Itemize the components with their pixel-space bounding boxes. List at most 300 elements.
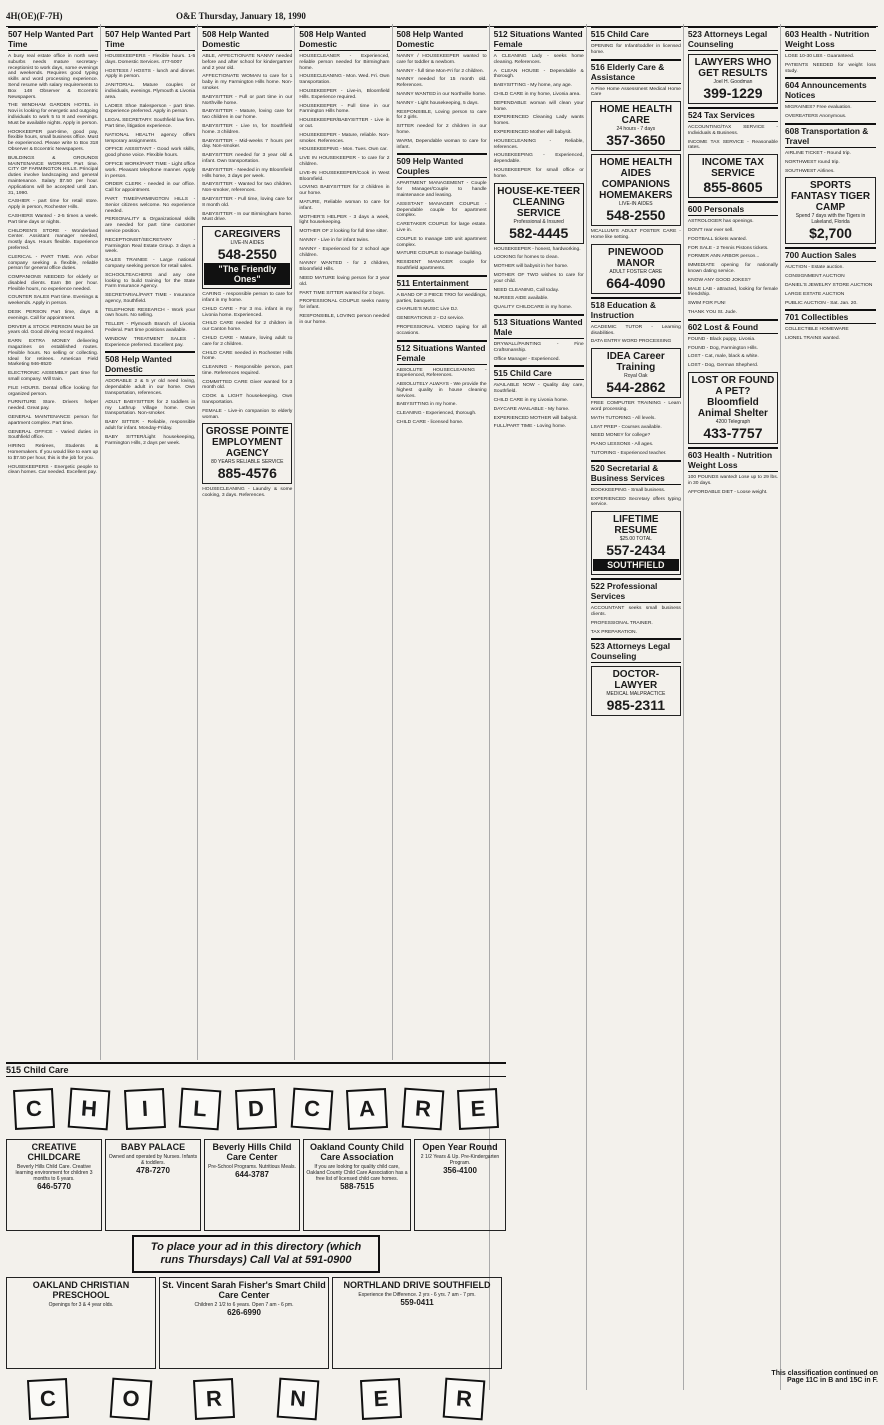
section-heading: 512 Situations Wanted Female	[397, 340, 487, 365]
classified-ad: CHILD CARE - Mature, loving adult to care for 2 children.	[202, 335, 293, 347]
childcare-ad	[6, 1139, 102, 1231]
classified-ad: NATIONAL HEALTH agency offers temporary assignments.	[105, 132, 196, 144]
display-ad-title: GROSSE POINTE EMPLOYMENT AGENCY	[205, 426, 289, 460]
classified-ad: GENERATIONS 2 - DJ service.	[396, 316, 465, 322]
classified-ad: BABYSITTER - Wanted for two children. Non-smoker, references.	[202, 182, 293, 194]
letter-block: I	[124, 1088, 166, 1130]
display-ad-subtitle: Joel H. Goodman	[713, 79, 753, 85]
childcare-ad-phone: 356-4100	[443, 1166, 477, 1175]
classified-ad: ACCOUNTING/TAX SERVICE - Individuals & Business.	[687, 125, 778, 136]
classified-ad: RESPONSIBLE, LOVING person needed in our home.	[299, 313, 390, 325]
classified-ad: LIVE-IN HOUSEKEEPER/Cook in West Bloomfield.	[299, 170, 390, 182]
directory-callout	[132, 1235, 380, 1273]
letter-block: C	[13, 1088, 55, 1130]
classified-ad: EXPERIENCED Mother will babysit.	[493, 129, 572, 135]
classified-ad: COMPANIONS NEEDED for elderly or disabled clients. Earn $6 per hour. Flexible hours, no experience needed.	[8, 275, 99, 292]
section-heading: 523 Attorneys Legal Counseling	[591, 638, 681, 663]
classified-ad: NANNY / HOUSEKEEPER wanted to care for toddler & newborn.	[396, 54, 487, 65]
display-ad-box	[785, 177, 876, 244]
classified-ad: HOUSECLEANING - Mon. Wed. Fri. Own transportation.	[299, 74, 390, 86]
classified-ad: CHILD CARE needed for 2 children in our Canton home.	[202, 321, 293, 333]
classified-ad: LSAT PREP - Courses available.	[590, 424, 662, 430]
classified-ad: CLERICAL - PART TIME. Ann Arbor company seeking a flexible, reliable person for general office duties.	[8, 254, 99, 272]
classified-ad: MATURE COUPLE to manage building.	[396, 251, 483, 257]
section-heading: 508 Help Wanted Domestic	[397, 26, 487, 51]
classified-ad: A BAND OF 3 PIECE TRIO for weddings, parties, banquets.	[396, 292, 487, 304]
classified-ad: IMMEDIATE opening for nationally known dating service.	[687, 263, 778, 274]
classified-ad: WARM, Dependable woman to care for infant.	[396, 138, 487, 150]
classified-ad: NANNY - Experienced for 2 school age children.	[299, 246, 390, 258]
classified-ad: MOTHER OF TWO wishes to care for your child.	[493, 272, 584, 284]
childcare-ad	[6, 1277, 156, 1369]
classified-ad: NANNY WANTED in our Northville home.	[396, 91, 487, 97]
classified-ad: AVAILABLE NOW - Quality day care, Southfield.	[493, 383, 584, 395]
section-heading: 523 Attorneys Legal Counseling	[688, 26, 778, 51]
classified-ad: A CLEANING Lady - seeks home cleaning. References.	[493, 54, 584, 65]
classified-ad: LIONEL TRAINS wanted.	[785, 336, 840, 342]
classified-ad: ADULT BABYSITTER for 2 toddlers in my Lathrup Village home. Own transportation. Non-smoker.	[105, 399, 196, 417]
classified-ad: BABYSITTER - Live In, for Southfield home. 3 children.	[202, 123, 293, 135]
section-heading: 508 Help Wanted Domestic	[299, 26, 389, 51]
display-ad-title: CAREGIVERS	[214, 229, 281, 241]
classified-ad: QUALITY CHILDCARE in my home.	[493, 305, 573, 311]
classified-ad: PERSONALITY & Organizational skills are needed for part time customer service position.	[105, 217, 196, 234]
classified-ad: SECRETARIAL/PART TIME - Insurance agency, Southfield.	[105, 293, 196, 304]
display-ad-phone: 557-2434	[606, 542, 666, 559]
childcare-ad	[159, 1277, 329, 1369]
section-heading: 507 Help Wanted Part Time	[8, 26, 98, 51]
classified-column	[589, 24, 684, 1390]
display-ad-phone: 985-2311	[606, 697, 666, 714]
letter-block: H	[68, 1088, 111, 1131]
childcare-ad-body: Pre-School Programs. Nutritious Meals.	[208, 1164, 296, 1170]
display-ad-phone: 885-4576	[217, 465, 277, 482]
section-heading: 701 Collectibles	[785, 309, 876, 324]
childcare-ad-body: Beverly Hills Child Care. Creative learning environment for children 3 months to 6 years.	[15, 1164, 93, 1182]
display-ad-subtitle: LIVE-IN AIDES	[230, 240, 265, 247]
display-ad-box	[494, 183, 584, 244]
classified-ad: EXPERIENCED Secretary offers typing service.	[590, 496, 681, 508]
display-ad-title: LAWYERS WHO GET RESULTS	[694, 57, 772, 79]
display-ad-subtitle: 80 YEARS RELIABLE SERVICE	[211, 459, 284, 466]
classified-ad: ABSOLUTELY ALWAYS - We provide the highest quality in house cleaning services.	[396, 382, 487, 399]
display-ad-phone: 357-3650	[606, 132, 666, 149]
classified-ad: KNOW ANY GOOD JOKES?	[687, 277, 751, 283]
classified-ad: HIRING Retirees, Students & Homemakers. If you would like to earn up to $7.50 per hour, this is the job for you.	[8, 444, 99, 461]
childcare-ad-phone: 559-0411	[400, 1298, 434, 1307]
display-ad-phone: 544-2862	[606, 379, 666, 396]
classified-ad: ASTROLOGER has openings.	[687, 219, 754, 225]
classified-ad: INCOME TAX SERVICE - Reasonable rates.	[687, 139, 778, 151]
classified-ad: LARGE ESTATE AUCTION	[785, 291, 845, 297]
classified-column	[297, 24, 392, 1060]
classified-ad: AIRLINE TICKET - Round trip.	[785, 150, 851, 156]
classified-ad: ABSOLUTE HOUSECLEANING - Experienced, References.	[396, 367, 487, 379]
classified-ad: RESPONSIBLE, Loving person to care for 2 girls.	[396, 109, 487, 121]
classified-ad: TUTORING - Experienced teacher.	[590, 450, 667, 456]
classified-ad: BABYSITTING in my home.	[396, 402, 457, 408]
display-ad-title: DOCTOR-LAWYER	[612, 669, 660, 692]
display-ad-title: LIFETIME RESUME	[613, 514, 659, 537]
classified-ad: NORTHWEST round trip.	[785, 159, 840, 165]
classified-ad: A busy real estate office in north west suburbs needs mature secretary-receptionist to work days, some evenings and weekends. Requires good typing skills and word processing experience. Send resume with salary requirements to Box 148 Observer & Eccentric Newspapers.	[8, 54, 99, 100]
classified-ad: BABYSITTER - Full time, loving care for 8 month old.	[202, 196, 293, 208]
section-heading: 602 Lost & Found	[688, 319, 778, 334]
section-heading: 515 Child Care	[494, 365, 584, 380]
childcare-ad-title: NORTHLAND DRIVE SOUTHFIELD	[343, 1280, 491, 1290]
classified-column	[783, 24, 878, 1390]
classified-ad: ADORABLE 2 & 5 yr old need loving, dependable adult in our home. Own transportation, references.	[105, 379, 196, 397]
section-heading: 608 Transportation & Travel	[785, 123, 876, 148]
classified-ad: BABYSITTER - Full or part time in our Northville home.	[202, 94, 293, 106]
childcare-ads-row-1	[6, 1139, 506, 1231]
classified-ad: OFFICE ASSISTANT - Good work skills, good phone voice. Flexible hours.	[105, 147, 196, 159]
display-ad-box	[202, 423, 292, 484]
display-ad-title: PINEWOOD MANOR	[608, 246, 664, 269]
section-heading: 524 Tax Services	[688, 107, 778, 122]
classified-ad: NANNY needed for 15 month old. References.	[396, 77, 487, 89]
classified-ad: GENERAL MAINTENANCE person for apartment complex. Part time.	[8, 415, 99, 426]
classified-ad: EXPERIENCED MOTHER will babysit.	[493, 415, 578, 421]
classified-ad: GENERAL OFFICE - Varied duties in Southfield office.	[8, 429, 99, 441]
classified-ad: BUILDINGS & GROUNDS MAINTENANCE WORKER Part time. CITY OF FARMINGTON HILLS. Principal duties involve landscaping and general maintenance. Salary $7.50 per hour. Applications will be accepted until Jan. 31, 1990.	[8, 155, 99, 196]
section-heading: 513 Situations Wanted Male	[494, 314, 584, 339]
classified-ad: FREE COMPUTER TRAINING - Learn word processing.	[590, 401, 681, 412]
section-heading: 509 Help Wanted Couples	[397, 153, 487, 178]
classified-ad: 100 POUNDS wanted! Lose up to 29 lbs. in 30 days.	[687, 474, 778, 486]
classified-ad: TELLER - Plymouth Branch of Livonia Federal. Part time positions available.	[105, 322, 196, 334]
classified-ad: OFFICE WORK/PART TIME - Light office work. Pleasant telephone manner. Apply in person.	[105, 161, 196, 179]
classified-ad: CONSIGNMENT AUCTION	[785, 274, 845, 280]
childcare-section	[6, 1062, 506, 1412]
classified-ad: AUCTION - Estate auction.	[785, 265, 844, 271]
classified-ad: THE WINDHAM GARDEN HOTEL in Novi is looking for energetic and outgoing individuals to work 5 to 8 and evenings. Must be available nights. Apply in person.	[8, 103, 99, 126]
childcare-ad	[204, 1139, 300, 1231]
classified-ad: MOTHER'S HELPER - 3 days a week, light housekeeping.	[299, 214, 390, 226]
classified-ad: HOUSEKEEPING - Mon. Tues. Own car.	[299, 147, 388, 153]
display-ad-title: LOST OR FOUND A PET? Bloomfield Animal Shelter	[691, 374, 775, 419]
display-ad-box	[591, 154, 681, 226]
display-ad-subtitle: Professional & Insured	[513, 218, 564, 225]
section-heading: 512 Situations Wanted Female	[494, 26, 584, 51]
classified-ad: AFFORDABLE DIET - Loose weight.	[687, 489, 768, 495]
section-heading: 700 Auction Sales	[785, 247, 876, 262]
childcare-ad-phone: 626-6990	[227, 1308, 261, 1317]
classified-ad: LIVE IN HOUSEKEEPER - to care for 2 children.	[299, 156, 390, 167]
classified-ad: CARETAKER COUPLE for large estate. Live in.	[396, 222, 487, 233]
section-heading: 508 Help Wanted Domestic	[105, 351, 195, 376]
childcare-ad-title: Open Year Round	[422, 1142, 498, 1152]
section-heading: 604 Announcements Notices	[785, 77, 876, 102]
classified-ad: PATIENTS NEEDED for weight loss study.	[785, 62, 876, 74]
classified-ad: ACCOUNTANT seeks small business clients.	[590, 606, 681, 617]
display-ad-title: INCOME TAX SERVICE	[701, 157, 764, 180]
classified-ad: HOUSEKEEPERS - Energetic people to clean homes. Car needed. Excellent pay.	[8, 464, 99, 476]
classified-ad: SALES TRAINEE - Large national company seeking person for retail sales.	[105, 258, 196, 269]
classified-ad: CHILD CARE - For 3 mo. infant in my Livonia home. Experienced.	[202, 306, 293, 318]
section-heading: 603 Health - Nutrition Weight Loss	[688, 447, 778, 472]
classified-ad: DESK PERSON Part time, days & evenings. Call for appointment.	[8, 310, 99, 321]
classified-ad: BABYSITTER - Mature, loving care for two children in our home.	[202, 109, 293, 121]
classified-ad: DAYCARE AVAILABLE - My home.	[493, 406, 570, 412]
childcare-ad-title: OAKLAND CHRISTIAN PRESCHOOL	[32, 1280, 130, 1300]
childcare-ad-body: If you are looking for quality child care, Oakland County Child Care Association has a free list of licensed child care homes.	[306, 1164, 408, 1182]
classified-ad: PROFESSIONAL COUPLE seeks nanny for infant.	[299, 299, 390, 311]
classified-column	[686, 24, 781, 1390]
classified-ad: BABY SITTER/Light housekeeping, Farmington Hills, 2 days per week.	[105, 434, 196, 446]
childcare-ad-phone: 588-7515	[340, 1182, 374, 1191]
classified-ad: HOUSECLEANING - Reliable, references.	[493, 138, 584, 150]
classified-ad: EXPERIENCED Cleaning Lady wants homes.	[493, 115, 584, 127]
classified-ad: CLEANING - Responsible person, part time. References required.	[202, 365, 293, 376]
section-heading: 520 Secretarial & Business Services	[591, 460, 681, 485]
classified-ad: FOOTBALL tickets wanted.	[687, 236, 747, 242]
classified-ad: DON'T rear ever sell.	[687, 227, 734, 233]
classified-ad: NANNY - Live in for infant twins.	[299, 237, 370, 243]
letter-block: C	[27, 1378, 69, 1420]
classified-ad: LOST - Dog, German Shepherd.	[687, 363, 759, 369]
classified-ad: HOUSEKEEPER for small office or home.	[493, 167, 584, 179]
classified-ad: HOUSECLEANING - Laundry & some cooking, 3 days. References.	[202, 487, 293, 499]
display-ad-subtitle: Spend 7 days with the Tigers in Lakeland, Florida	[795, 213, 866, 226]
classified-ad: LADIES Shoe Salesperson - part time. Experience preferred. Apply in person.	[105, 103, 196, 115]
classified-ad: EARN EXTRA MONEY delivering magazines on established routes. Flexible hours. No selling or collecting. Ideal for retirees. American Field Marketing 946-8520	[8, 339, 99, 368]
classified-ad: THANK YOU St. Jude.	[687, 309, 737, 315]
childcare-ad	[303, 1139, 411, 1231]
classified-ad: MCALLUM'S ADULT FOSTER CARE - Home like setting.	[590, 229, 681, 240]
classified-ad: COMMITTED CARE Giver wanted for 3 month old.	[202, 379, 293, 391]
childcare-ad-title: CREATIVE CHILDCARE	[27, 1142, 81, 1162]
display-ad-tag: SOUTHFIELD	[593, 559, 679, 571]
continued-note: This classification continued on Page 11C in B and 15C in F.	[771, 1370, 878, 1384]
classified-ad: NANNY WANTED - for 2 children, Bloomfield Hills.	[299, 261, 390, 273]
classified-ad: BABYSITTING - My home, any age.	[493, 83, 572, 89]
letter-block: O	[110, 1378, 153, 1421]
letter-block: D	[235, 1088, 277, 1130]
classified-ad: COUPLE to manage 180 unit apartment complex.	[396, 236, 487, 248]
classified-ad: OPENING for Infant/toddler in licensed home.	[590, 44, 681, 55]
classified-ad: DATA ENTRY WORD PROCESSING	[590, 339, 672, 345]
section-heading: 511 Entertainment	[397, 275, 487, 290]
display-ad-phone: 855-8605	[703, 179, 763, 196]
childcare-ad-phone: 478-7270	[136, 1166, 170, 1175]
display-ad-box	[591, 101, 681, 151]
classified-ad: Office Manager - Experienced.	[493, 356, 560, 362]
classified-ad: COOK & LIGHT housekeeping. Own transportation.	[202, 394, 293, 406]
section-heading: 516 Elderly Care & Assistance	[591, 59, 681, 84]
classified-ad: NANNY - full time Mon-Fri for 2 children.	[396, 68, 484, 74]
classified-ad: CARING - responsible person to care for infant in my home.	[202, 292, 293, 303]
display-ad-box	[591, 666, 681, 716]
classified-ad: ORDER CLERK - needed in our office. Call for appointment.	[105, 182, 196, 194]
display-ad-box	[688, 154, 778, 198]
section-heading: 515 Child Care	[591, 26, 681, 41]
classified-ad: AFFECTIONATE WOMAN to care for 1 baby in my Farmington Hills home. Non-smoker.	[202, 74, 293, 91]
display-ad-subtitle: $25.00 TOTAL	[619, 536, 652, 543]
display-ad-phone: 548-2550	[606, 207, 666, 224]
classified-ad: HOUSEKEEPER/BABYSITTER - Live in or out.	[299, 118, 390, 129]
classified-ad: FILE HOURS. Dental office looking for organized person.	[8, 385, 99, 397]
classified-ad: CHILD CARE - licensed home.	[396, 420, 464, 426]
classified-ad: RESIDENT MANAGER couple for Southfield apartments.	[396, 260, 487, 271]
classified-ad: WINDOW TREATMENT SALES - Experience preferred. Excellent pay.	[105, 336, 196, 348]
classified-ad: CHILD CARE in my home, Livonia area.	[493, 91, 581, 97]
childcare-ad-title: BABY PALACE	[120, 1142, 186, 1152]
classified-ad: PART TIME/FARMINGTON HILLS - Senior citizens welcome. No experience needed.	[105, 196, 196, 214]
classified-ad: HOSTESS / HOSTS - lunch and dinner. Apply in person.	[105, 68, 196, 80]
classified-ad: NEED MATURE loving person for 3 year old.	[299, 275, 390, 287]
display-ad-phone: 548-2550	[217, 246, 277, 263]
classified-ad: PROFESSIONAL TRAINER.	[590, 620, 653, 626]
classified-ad: TELEPHONE RESEARCH - Work your own hours. No selling.	[105, 307, 196, 319]
callout-text: To place your ad in this directory (which runs Thursdays) Call Val at 591-0900	[150, 1241, 362, 1266]
display-ad-box	[591, 244, 681, 294]
classified-ad: FORMER ANN ARBOR person...	[687, 254, 760, 260]
childcare-ad-title: Beverly Hills Child Care Center	[212, 1142, 292, 1162]
classified-ad: MIGRAINES? Free evaluation.	[785, 105, 852, 111]
classified-ad: HOUSEKEEPER - Full time in our Farmington Hills home.	[299, 103, 390, 115]
childcare-ad	[105, 1139, 201, 1231]
display-ad-phone: $2,700	[809, 225, 852, 242]
childcare-ad-phone: 646-5770	[37, 1182, 71, 1191]
classified-ad: MATURE, Reliable woman to care for infant.	[299, 199, 390, 211]
classified-ad: CHILD CARE needed in Rochester Hills home.	[202, 350, 293, 362]
classified-ad: LOSE 10-30 LBS - Guaranteed.	[785, 54, 855, 59]
display-ad-title: HOME HEALTH CARE	[599, 104, 673, 127]
classified-column	[6, 24, 101, 1060]
classified-ad: COUNTER SALES Part time. Evenings & weekends. Apply in person.	[8, 295, 99, 307]
letter-block: R	[193, 1378, 235, 1420]
classified-ad: SITTER needed for 2 children in our home.	[396, 124, 487, 135]
classified-ad: NURSES AIDE available.	[493, 296, 549, 302]
classified-ad: DRYWALL/PAINTING - Fine Craftsmanship.	[493, 341, 584, 353]
childcare-ad-body: Children 2 1/2 to 6 years. Open 7 am - 6 pm.	[194, 1302, 294, 1308]
classified-ad: A CLEAN HOUSE - Dependable & thorough.	[493, 68, 584, 80]
classified-ad: ABLE, AFFECTIONATE NANNY needed before and after school for kindergartner and 2 year old.	[202, 54, 293, 71]
childcare-ad-title: Oakland County Child Care Association	[309, 1142, 404, 1162]
classified-ad: LOVING BABYSITTER for 2 children in our home.	[299, 185, 390, 197]
display-ad-subtitle: Royal Oak	[624, 373, 648, 380]
display-ad-title: HOUSE-KE-TEER CLEANING SERVICE	[497, 185, 581, 219]
letter-block: R	[443, 1378, 486, 1421]
classified-ad: FOUND - Black puppy, Livonia.	[687, 336, 756, 342]
classified-ad: LOST - Cat, male, black & white.	[687, 354, 759, 360]
letter-block: E	[457, 1088, 499, 1130]
section-heading: 507 Help Wanted Part Time	[105, 26, 195, 51]
classified-ad: HOUSEKEEPER - Mature, reliable. Non-smoker. References.	[299, 132, 390, 144]
classified-ad: HOUSEKEEPING - Experienced, dependable.	[493, 153, 584, 165]
classified-ad: CASHIERS Wanted - 2-5 times a week. Part time days or nights.	[8, 213, 99, 225]
classified-ad: FEMALE - Live-in companion to elderly woman.	[202, 408, 293, 420]
classified-ad: DRIVER & STOCK PERSON Must be 18 years old. Good driving record required.	[8, 324, 99, 336]
display-ad-box	[202, 226, 292, 289]
childcare-ad-title: St. Vincent Sarah Fisher's Smart Child Care Center	[162, 1280, 326, 1300]
display-ad-phone: 399-1229	[703, 85, 763, 101]
classified-ad: HOUSEKEEPERS - Flexible hours. 1-5 days. Domestic Services. 477-5007	[105, 54, 196, 65]
classified-ad: ASSISTANT MANAGER COUPLE - Dependable couple for apartment complex.	[396, 201, 487, 219]
childcare-ad-body: Experience the Difference. 2 yrs - 6 yrs. 7 am - 7 pm.	[358, 1292, 476, 1298]
display-ad-tag: "The Friendly Ones"	[204, 263, 290, 285]
display-ad-subtitle: 24 hours - 7 days	[616, 126, 656, 133]
classified-ad: MATH TUTORING - All levels.	[590, 415, 656, 421]
display-ad-title: IDEA Career Training	[606, 351, 665, 374]
classified-ad: HOUSEKEEPER - honest, hardworking.	[493, 246, 581, 252]
classified-ad: LEGAL SECRETARY. Southfield law firm. Part time, litigation experience.	[105, 118, 196, 129]
letter-block: E	[360, 1378, 402, 1420]
childcare-ad-phone: 644-3787	[235, 1170, 269, 1179]
childcare-ad	[332, 1277, 502, 1369]
classified-ad: APARTMENT MANAGEMENT - Couple for Manager/Couple to handle maintenance and leasing.	[396, 181, 487, 198]
classified-ad: ELECTRONIC ASSEMBLY part time for small company. Will train.	[8, 371, 99, 383]
classified-ad: RECEPTIONIST/SECRETARY - Farmington Real Estate Group. 3 days a week.	[105, 237, 196, 255]
childcare-ads-row-2	[6, 1277, 506, 1369]
classified-ad: BABYSITTER - Mid-weeks 7 hours per day. Non-smoker.	[202, 138, 293, 150]
classified-ad: TAX PREPARATION.	[590, 629, 637, 635]
classified-ad: PUBLIC AUCTION - Sat. Jan. 20.	[785, 300, 858, 306]
display-ad-box	[591, 511, 681, 575]
classified-ad: MOTHER will babysit in her home.	[493, 264, 569, 270]
classified-ad: NEED MONEY for college?	[590, 433, 651, 439]
classified-ad: NANNY - Light housekeeping, 5 days.	[396, 100, 479, 106]
childcare-ad	[414, 1139, 506, 1231]
classified-ad: BABYSITTER needed for 3 year old & infant. Own transportation.	[202, 153, 293, 164]
display-ad-phone: 664-4090	[606, 274, 666, 291]
classified-ad: ACADEMIC TUTOR - Learning disabilities.	[590, 324, 681, 336]
section-heading: 600 Personals	[688, 201, 778, 216]
classified-ad: SOUTHWEST Airlines.	[785, 168, 835, 174]
classified-column	[200, 24, 295, 1060]
classified-ad: HOUSEKEEPER - Live-in, Bloomfield Hills. Experience required.	[299, 88, 390, 100]
section-heading: 603 Health - Nutrition Weight Loss	[785, 26, 876, 51]
classified-ad: MOTHER OF 2 looking for full time sitter.	[299, 229, 388, 235]
classified-ad: CHILD CARE in my Livonia home.	[493, 397, 569, 403]
letter-block: A	[346, 1088, 388, 1130]
classified-ad: CHILDREN'S STORE - Wonderland Center. Assistant manager needed, mostly days. Hours flexible. Experience preferred.	[8, 228, 99, 251]
classified-column	[103, 24, 198, 1060]
display-ad-box	[591, 348, 681, 398]
classified-ad: FOUND - Dog, Farmington Hills.	[687, 345, 758, 351]
classified-ad: SCHOOLTEACHERS and any one looking to build training for the State Farm Insurance Agency.	[105, 272, 196, 290]
letter-block: C	[290, 1088, 333, 1131]
letter-block: L	[179, 1088, 222, 1131]
classified-ad: BABYSITTER - Needed in my Bloomfield Hills home, 3 days per week.	[202, 167, 293, 179]
classified-ad: FULL/PART TIME - Loving home.	[493, 424, 567, 430]
section-heading: 518 Education & Instruction	[591, 297, 681, 322]
child-care-blocks	[6, 1083, 506, 1135]
childcare-heading: 515 Child Care	[6, 1062, 506, 1077]
classified-ad: SWIM FOR FUN!	[687, 301, 726, 307]
classified-ad: HOOKKEEPER part-time, good pay, flexible hours, small business office. Must be experienced. Please write to Box 318 Observer & Eccentric Newspapers.	[8, 129, 99, 152]
classified-ad: A Fine Home Assessment Medical Home Care	[590, 86, 681, 98]
classified-ad: PROFESSIONAL VIDEO taping for all occasions.	[396, 324, 487, 336]
childcare-ad-body: 2 1/2 Years & Up. Pre-Kindergarten Program.	[420, 1154, 500, 1166]
letter-block: R	[401, 1088, 444, 1131]
section-heading: 522 Professional Services	[591, 578, 681, 603]
childcare-ad-body: Openings for 3 & 4 year olds.	[48, 1302, 114, 1308]
classified-ad: COLLECTIBLE HOMEWARE	[785, 327, 849, 333]
page-number: 4H(OE)(F-7H)	[6, 11, 63, 21]
childcare-ad-body: Owned and operated by Nurses. Infants & toddlers.	[108, 1154, 198, 1166]
classified-ad: HOUSECLEANER - Experienced, reliable person needed for Birmingham home.	[299, 54, 390, 71]
classified-ad: PART TIME SITTER wanted for 2 boys.	[299, 290, 385, 296]
corner-blocks	[6, 1373, 506, 1425]
classified-ad: CASHIER - part time for retail store. Apply in person, Rochester Hills.	[8, 199, 99, 211]
classified-ad: JANITORIAL. Mature couples or individuals, evenings. Plymouth & Livonia area.	[105, 83, 196, 100]
display-ad-title: HOME HEALTH AIDES COMPANIONS HOMEMAKERS	[599, 157, 673, 202]
display-ad-box	[688, 372, 778, 444]
display-ad-subtitle: LIVE-IN AIDES	[619, 201, 653, 208]
letter-block: N	[276, 1378, 319, 1421]
